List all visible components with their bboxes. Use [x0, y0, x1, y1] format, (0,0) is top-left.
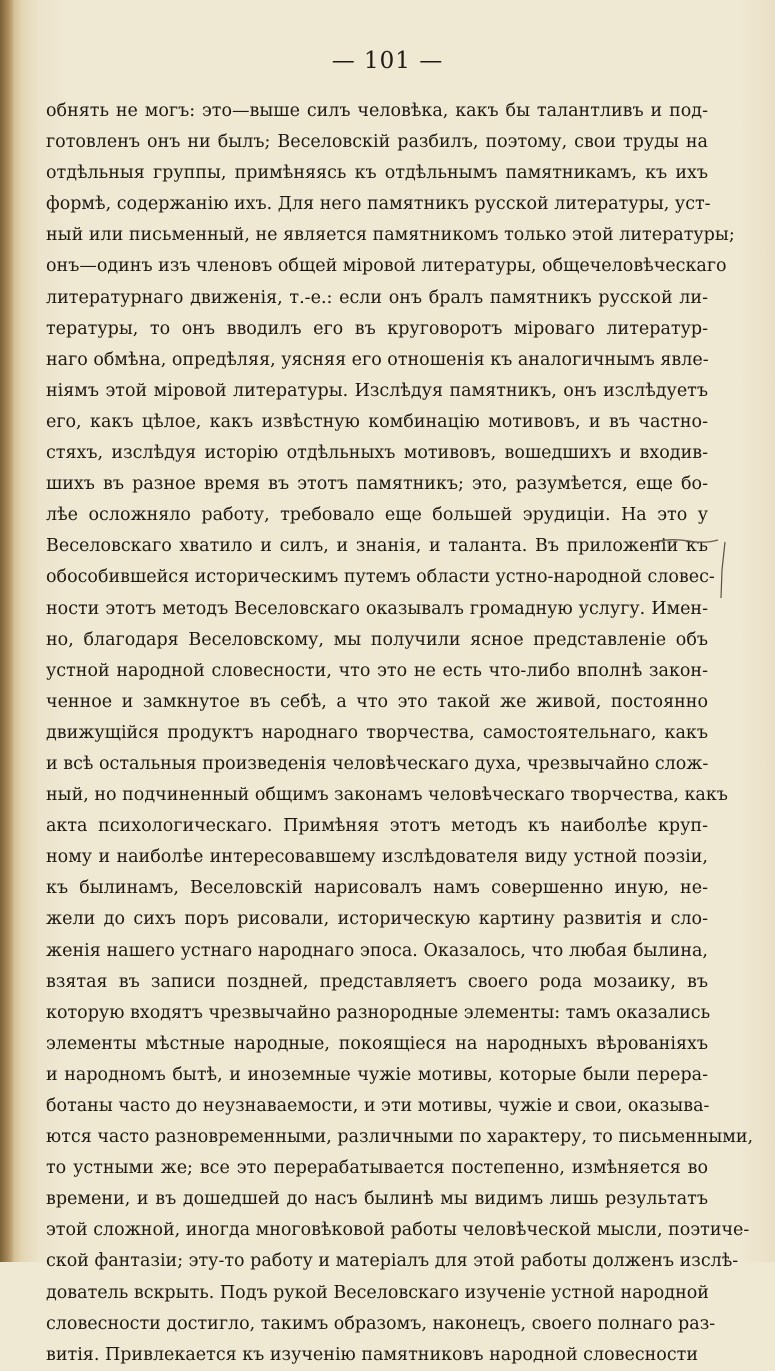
- text-line: готовленъ онъ ни былъ; Веселовскій разбилъ, поэтому, свои труды на: [46, 132, 708, 153]
- text-line: которую входятъ чрезвычайно разнородные элементы: тамъ оказались: [46, 1002, 711, 1023]
- text-line: элементы мѣстные народные, покоящіеся на народныхъ вѣрованіяхъ: [46, 1033, 708, 1054]
- text-line: отдѣльныя группы, примѣняясь къ отдѣльнымъ памятникамъ, къ ихъ: [46, 163, 708, 184]
- text-line: онъ—одинъ изъ членовъ общей міровой литературы, общечеловѣческаго: [46, 256, 727, 277]
- text-line: женія нашего устнаго народнаго эпоса. Оказалось, что любая былина,: [46, 940, 708, 961]
- text-line: ніямъ этой міровой литературы. Изслѣдуя памятникъ, онъ изслѣдуетъ: [46, 380, 708, 401]
- text-line: обнять не могъ: это—выше силъ человѣка, какъ бы талантливъ и под-: [46, 101, 708, 121]
- text-line: Веселовскаго хватило и силъ, и знанія, и таланта. Въ приложеніи къ: [46, 536, 708, 557]
- text-line: и всѣ остальныя произведенія человѣческаго духа, чрезвычайно слож-: [46, 753, 709, 774]
- text-line: шихъ въ разное время въ этотъ памятникъ; это, разумѣется, еще бо-: [46, 474, 708, 495]
- text-line: ченное и замкнутое въ себѣ, а что это такой же живой, постоянно: [46, 691, 708, 712]
- text-line: ности этотъ методъ Веселовскаго оказывалъ громадную услугу. Имен-: [46, 598, 708, 619]
- text-line: ный, но подчиненный общимъ законамъ человѣческаго творчества, какъ: [46, 785, 728, 806]
- text-line: къ былинамъ, Веселовскій нарисовалъ намъ совершенно иную, не-: [46, 878, 708, 899]
- book-spine-shadow: [0, 0, 14, 1262]
- text-line: ный или письменный, не является памятникомъ только этой литературы;: [46, 225, 735, 246]
- text-line: витія. Привлекается къ изученію памятниковъ народной словесности: [46, 1344, 698, 1365]
- text-line: жели до сихъ поръ рисовали, историческую картину развитія и сло-: [46, 909, 708, 930]
- text-line: акта психологическаго. Примѣняя этотъ методъ къ наиболѣе круп-: [46, 816, 708, 837]
- text-line: ботаны часто до неузнаваемости, и эти мотивы, чужіе и свои, оказыва-: [46, 1096, 710, 1116]
- text-line: взятая въ записи поздней, представляетъ своего рода мозаику, въ: [46, 971, 708, 992]
- text-line: лѣе осложняло работу, требовало еще большей эрудиціи. На это у: [46, 505, 708, 526]
- text-line: дователь вскрыть. Подъ рукой Веселовскаго изученіе устной народной: [46, 1282, 709, 1303]
- page-number: — 101 —: [331, 48, 444, 74]
- text-line: стяхъ, изслѣдуя исторію отдѣльныхъ мотивовъ, вошедшихъ и входив-: [46, 443, 708, 464]
- pencil-margin-mark: [719, 540, 727, 600]
- text-line: формѣ, содержанію ихъ. Для него памятникъ русской литературы, уст-: [46, 194, 711, 215]
- text-line: то устными же; все это перерабатывается постепенно, измѣняется во: [46, 1158, 708, 1179]
- text-line: движущійся продуктъ народнаго творчества, самостоятельнаго, какъ: [46, 722, 708, 743]
- text-line: времени, и въ дошедшей до насъ былинѣ мы видимъ лишь результатъ: [46, 1189, 708, 1210]
- body-text: [46, 96, 754, 1371]
- text-line: этой сложной, иногда многовѣковой работы человѣческой мысли, поэтиче-: [46, 1220, 750, 1241]
- text-line: обособившейся историческимъ путемъ области устно-народной словес-: [46, 567, 715, 588]
- text-line: и народномъ бытѣ, и иноземные чужіе мотивы, которые были перера-: [46, 1064, 708, 1085]
- text-line: его, какъ цѣлое, какъ извѣстную комбинацію мотивовъ, и въ частно-: [46, 411, 708, 432]
- text-line: литературнаго движенія, т.-е.: если онъ бралъ памятникъ русской ли-: [46, 287, 708, 308]
- text-line: словесности достигло, такимъ образомъ, наконецъ, своего полнаго раз-: [46, 1313, 716, 1334]
- text-line: тературы, то онъ вводилъ его въ круговоротъ міроваго литератур-: [46, 318, 708, 339]
- text-line: наго обмѣна, опредѣляя, уясняя его отношенія къ аналогичнымъ явле-: [46, 349, 709, 370]
- text-line: устной народной словесности, что это не есть что-либо вполнѣ закон-: [46, 660, 708, 681]
- pencil-underline-mark: [652, 536, 720, 546]
- text-line: ются часто разновременными, различными по характеру, то письменными,: [46, 1127, 754, 1148]
- text-line: но, благодаря Веселовскому, мы получили ясное представленіе объ: [46, 629, 708, 650]
- text-line: ному и наиболѣе интересовавшему изслѣдователя виду устной поэзіи,: [46, 847, 708, 868]
- text-line: ской фантазіи; эту-то работу и матеріалъ для этой работы долженъ изслѣ-: [46, 1251, 739, 1272]
